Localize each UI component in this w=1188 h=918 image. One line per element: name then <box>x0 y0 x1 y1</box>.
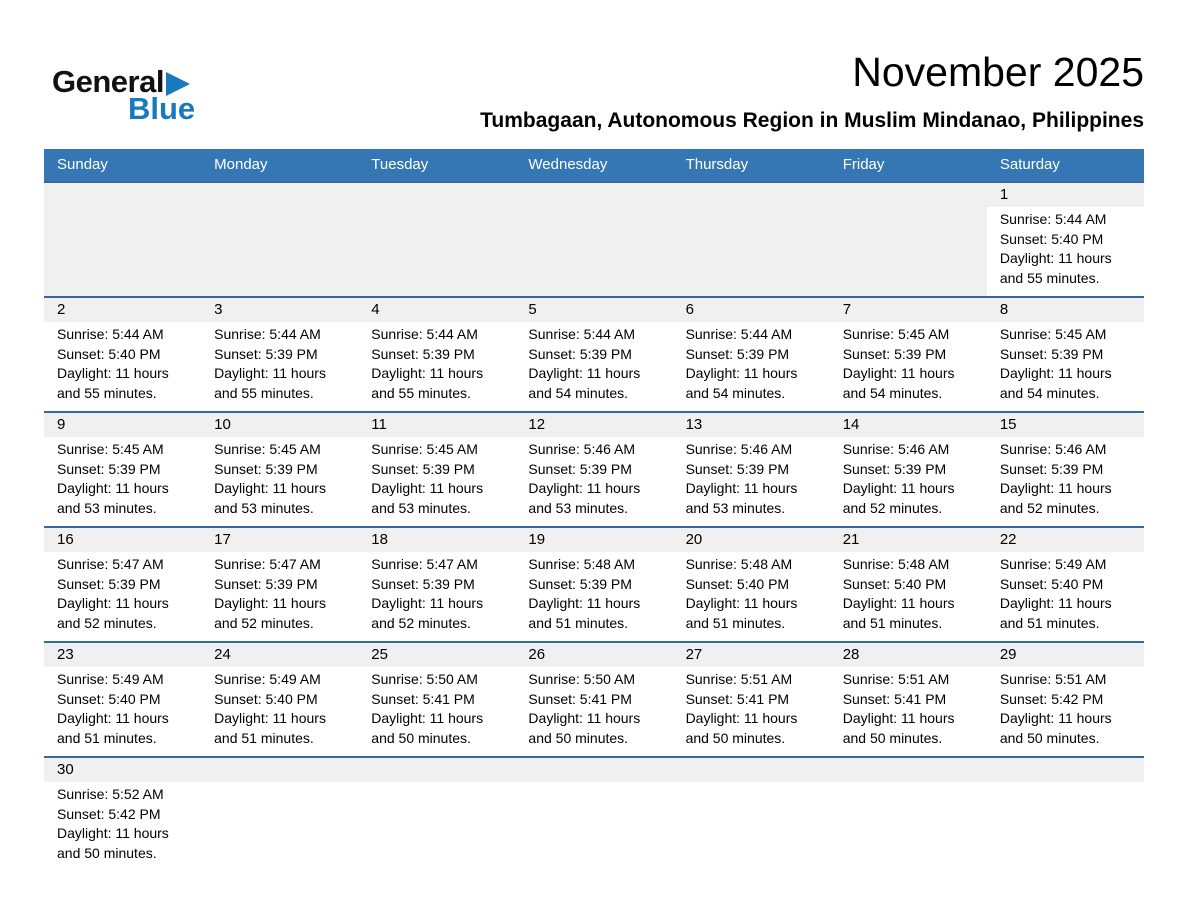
day-number <box>44 183 201 207</box>
day-number: 22 <box>987 528 1144 552</box>
day-number: 3 <box>201 298 358 322</box>
weekday-header-thursday: Thursday <box>685 156 749 174</box>
day-number: 23 <box>44 643 201 667</box>
day-info <box>201 667 358 756</box>
day-info-line: Sunrise: 5:50 AM <box>371 671 478 688</box>
logo-text-general: General <box>52 64 164 99</box>
day-info <box>673 667 830 756</box>
empty-day-cell <box>673 183 830 296</box>
day-info <box>358 437 515 526</box>
week-row <box>44 296 1144 411</box>
day-info-line: Daylight: 11 hours <box>842 365 955 382</box>
day-info <box>987 552 1144 641</box>
day-cell <box>44 298 201 411</box>
day-info-line: Sunrise: 5:46 AM <box>528 441 636 458</box>
empty-day-cell <box>201 758 358 876</box>
day-info-line: Sunrise: 5:50 AM <box>528 671 636 688</box>
day-cell <box>987 413 1144 526</box>
day-info <box>358 782 515 793</box>
day-cell <box>673 643 830 756</box>
day-info-line: and 54 minutes. <box>842 384 943 401</box>
weekday-header-monday: Monday <box>214 156 268 174</box>
day-info-line: Sunset: 5:39 PM <box>57 460 161 477</box>
day-info-line: and 50 minutes. <box>685 729 786 746</box>
day-info-line: Sunrise: 5:47 AM <box>371 556 478 573</box>
day-info-line: Sunset: 5:40 PM <box>999 575 1104 592</box>
day-info-line: Daylight: 11 hours <box>685 365 798 382</box>
day-number: 19 <box>515 528 672 552</box>
day-info <box>44 552 201 641</box>
day-info <box>358 552 515 641</box>
day-info-line: Daylight: 11 hours <box>685 480 798 497</box>
title-block <box>282 50 1144 133</box>
day-info-line: Sunset: 5:39 PM <box>57 575 161 592</box>
day-info <box>987 207 1144 296</box>
day-info-line: Sunset: 5:41 PM <box>685 690 790 707</box>
day-info-line: Sunset: 5:40 PM <box>214 690 318 707</box>
day-info <box>515 322 672 411</box>
day-info-line: Daylight: 11 hours <box>371 595 484 612</box>
calendar <box>44 149 1144 876</box>
day-info-line: and 55 minutes. <box>371 384 471 401</box>
day-number: 17 <box>201 528 358 552</box>
week-row <box>44 756 1144 876</box>
day-info-line: Daylight: 11 hours <box>214 480 326 497</box>
day-number <box>358 183 515 207</box>
day-number: 2 <box>44 298 201 322</box>
day-info-line: Daylight: 11 hours <box>57 710 169 727</box>
day-info <box>673 782 830 793</box>
day-number: 28 <box>830 643 987 667</box>
day-info <box>673 322 830 411</box>
day-cell <box>44 528 201 641</box>
day-number <box>830 758 987 782</box>
day-info-line: and 53 minutes. <box>214 499 314 516</box>
day-info-line: Sunrise: 5:44 AM <box>57 326 164 343</box>
day-info <box>44 322 201 411</box>
day-number: 21 <box>830 528 987 552</box>
day-info-line: and 50 minutes. <box>57 844 157 861</box>
day-info-line: Daylight: 11 hours <box>371 365 484 382</box>
day-info-line: Daylight: 11 hours <box>57 480 169 497</box>
day-info <box>830 667 987 756</box>
day-cell <box>515 528 672 641</box>
day-info-line: and 51 minutes. <box>685 614 786 631</box>
week-row <box>44 526 1144 641</box>
day-info <box>201 552 358 641</box>
day-info-line: Sunset: 5:39 PM <box>214 460 318 477</box>
day-info-line: Daylight: 11 hours <box>999 480 1112 497</box>
day-number <box>201 183 358 207</box>
day-cell <box>830 643 987 756</box>
day-info-line: Sunrise: 5:45 AM <box>57 441 164 458</box>
week-row <box>44 411 1144 526</box>
day-info-line: Sunrise: 5:51 AM <box>685 671 793 688</box>
empty-day-cell <box>201 183 358 296</box>
day-cell <box>358 643 515 756</box>
page-header <box>0 0 1188 133</box>
day-info-line: Sunrise: 5:44 AM <box>685 326 793 343</box>
day-cell <box>201 528 358 641</box>
day-info-line: Sunset: 5:39 PM <box>842 460 947 477</box>
day-info-line: Sunset: 5:42 PM <box>57 805 161 822</box>
day-info-line: Sunset: 5:39 PM <box>528 575 632 592</box>
day-info-line: and 50 minutes. <box>528 729 629 746</box>
day-info <box>987 322 1144 411</box>
general-blue-logo <box>52 50 282 124</box>
weekday-header-saturday: Saturday <box>999 156 1060 174</box>
day-cell <box>358 298 515 411</box>
week-row <box>44 181 1144 296</box>
empty-day-cell <box>830 758 987 876</box>
day-info-line: Daylight: 11 hours <box>999 250 1112 267</box>
day-number: 25 <box>358 643 515 667</box>
day-info-line: and 53 minutes. <box>528 499 629 516</box>
day-info-line: and 51 minutes. <box>842 614 943 631</box>
page-subtitle: Tumbagaan, Autonomous Region in Muslim Mindanao, Philippines <box>480 109 1144 133</box>
day-info-line: and 52 minutes. <box>842 499 943 516</box>
day-number: 18 <box>358 528 515 552</box>
day-number <box>673 183 830 207</box>
day-info-line: Sunrise: 5:48 AM <box>685 556 793 573</box>
day-info-line: and 55 minutes. <box>999 269 1100 286</box>
day-info <box>987 437 1144 526</box>
day-cell <box>673 298 830 411</box>
day-info <box>830 437 987 526</box>
day-info-line: Sunrise: 5:51 AM <box>999 671 1107 688</box>
day-info-line: Daylight: 11 hours <box>685 710 798 727</box>
day-info-line: Daylight: 11 hours <box>371 480 484 497</box>
day-info-line: Sunrise: 5:44 AM <box>214 326 321 343</box>
day-info-line: and 50 minutes. <box>371 729 471 746</box>
day-number: 5 <box>515 298 672 322</box>
day-info-line: and 55 minutes. <box>57 384 157 401</box>
empty-day-cell <box>515 758 672 876</box>
day-info-line: Sunrise: 5:44 AM <box>371 326 478 343</box>
day-number: 10 <box>201 413 358 437</box>
day-info <box>515 437 672 526</box>
day-info-line: Sunrise: 5:49 AM <box>999 556 1107 573</box>
day-info-line: Sunset: 5:39 PM <box>371 460 475 477</box>
day-info-line: and 55 minutes. <box>214 384 314 401</box>
day-info <box>201 322 358 411</box>
day-number: 6 <box>673 298 830 322</box>
day-info <box>830 207 987 218</box>
day-info-line: Sunrise: 5:45 AM <box>371 441 478 458</box>
day-info-line: Sunset: 5:41 PM <box>842 690 947 707</box>
day-number <box>201 758 358 782</box>
day-info-line: Daylight: 11 hours <box>842 710 955 727</box>
day-info <box>673 437 830 526</box>
day-cell <box>987 183 1144 296</box>
day-info-line: Sunset: 5:41 PM <box>371 690 475 707</box>
day-info <box>673 207 830 218</box>
day-info-line: Sunrise: 5:44 AM <box>528 326 636 343</box>
empty-day-cell <box>987 758 1144 876</box>
empty-day-cell <box>515 183 672 296</box>
day-info-line: Sunrise: 5:47 AM <box>214 556 321 573</box>
day-number: 20 <box>673 528 830 552</box>
day-cell <box>358 528 515 641</box>
day-cell <box>44 643 201 756</box>
day-info-line: Sunset: 5:39 PM <box>214 575 318 592</box>
day-info-line: and 54 minutes. <box>999 384 1100 401</box>
day-info-line: Sunset: 5:39 PM <box>371 575 475 592</box>
day-info-line: and 50 minutes. <box>842 729 943 746</box>
day-cell <box>673 413 830 526</box>
day-info-line: and 53 minutes. <box>685 499 786 516</box>
day-number: 12 <box>515 413 672 437</box>
day-info-line: Sunset: 5:39 PM <box>999 345 1104 362</box>
day-number <box>830 183 987 207</box>
day-info-line: and 51 minutes. <box>999 614 1100 631</box>
day-cell <box>987 643 1144 756</box>
day-info-line: Sunrise: 5:51 AM <box>842 671 950 688</box>
day-cell <box>515 298 672 411</box>
day-info-line: Sunrise: 5:46 AM <box>842 441 950 458</box>
day-info <box>987 667 1144 756</box>
day-info-line: Daylight: 11 hours <box>214 710 326 727</box>
day-info-line: Daylight: 11 hours <box>685 595 798 612</box>
empty-day-cell <box>830 183 987 296</box>
day-info <box>515 552 672 641</box>
day-info <box>201 437 358 526</box>
day-info <box>830 322 987 411</box>
day-info-line: Sunset: 5:39 PM <box>999 460 1104 477</box>
day-cell <box>44 758 201 876</box>
day-cell <box>201 413 358 526</box>
day-number: 9 <box>44 413 201 437</box>
day-info-line: Sunset: 5:39 PM <box>685 345 790 362</box>
empty-day-cell <box>673 758 830 876</box>
day-info-line: Sunset: 5:40 PM <box>842 575 947 592</box>
day-info-line: Sunset: 5:42 PM <box>999 690 1104 707</box>
day-cell <box>830 528 987 641</box>
weekday-header-wednesday: Wednesday <box>528 156 608 174</box>
day-info <box>673 552 830 641</box>
day-info-line: and 54 minutes. <box>685 384 786 401</box>
day-cell <box>358 413 515 526</box>
weekday-header-friday: Friday <box>842 156 885 174</box>
day-number <box>673 758 830 782</box>
day-info-line: Sunset: 5:41 PM <box>528 690 632 707</box>
day-info-line: Daylight: 11 hours <box>999 595 1112 612</box>
day-cell <box>987 528 1144 641</box>
day-info-line: and 53 minutes. <box>57 499 157 516</box>
day-number <box>515 758 672 782</box>
weekday-header-tuesday: Tuesday <box>371 156 429 174</box>
day-number: 29 <box>987 643 1144 667</box>
day-info-line: and 54 minutes. <box>528 384 629 401</box>
day-number: 13 <box>673 413 830 437</box>
day-number: 30 <box>44 758 201 782</box>
day-info-line: Sunset: 5:39 PM <box>528 460 632 477</box>
day-info-line: Daylight: 11 hours <box>214 595 326 612</box>
weekday-header-row <box>44 149 1144 181</box>
day-info <box>515 207 672 218</box>
day-info-line: Sunset: 5:39 PM <box>371 345 475 362</box>
day-cell <box>515 643 672 756</box>
day-number: 1 <box>987 183 1144 207</box>
day-number <box>987 758 1144 782</box>
day-info-line: Sunset: 5:40 PM <box>57 345 161 362</box>
day-info-line: Sunrise: 5:45 AM <box>842 326 950 343</box>
empty-day-cell <box>44 183 201 296</box>
day-info-line: Sunrise: 5:49 AM <box>57 671 164 688</box>
day-cell <box>987 298 1144 411</box>
day-info-line: Sunset: 5:40 PM <box>999 230 1104 247</box>
day-number: 8 <box>987 298 1144 322</box>
day-info <box>44 782 201 871</box>
empty-day-cell <box>358 183 515 296</box>
logo-text-blue: Blue <box>128 91 196 126</box>
day-number: 11 <box>358 413 515 437</box>
day-info-line: and 51 minutes. <box>57 729 157 746</box>
day-info-line: Daylight: 11 hours <box>57 595 169 612</box>
day-info <box>515 782 672 793</box>
day-cell <box>830 413 987 526</box>
day-info-line: Sunset: 5:40 PM <box>57 690 161 707</box>
day-cell <box>673 528 830 641</box>
day-info-line: Sunset: 5:39 PM <box>842 345 947 362</box>
day-info <box>44 667 201 756</box>
day-info-line: Sunrise: 5:48 AM <box>528 556 636 573</box>
day-number: 26 <box>515 643 672 667</box>
day-info <box>201 207 358 218</box>
day-info-line: and 52 minutes. <box>371 614 471 631</box>
day-number: 4 <box>358 298 515 322</box>
empty-day-cell <box>358 758 515 876</box>
day-number: 24 <box>201 643 358 667</box>
day-number: 14 <box>830 413 987 437</box>
day-info-line: and 52 minutes. <box>57 614 157 631</box>
day-number: 27 <box>673 643 830 667</box>
day-info-line: Sunset: 5:39 PM <box>528 345 632 362</box>
day-info-line: Sunset: 5:39 PM <box>685 460 790 477</box>
page-title: November 2025 <box>852 49 1144 95</box>
day-info-line: Sunrise: 5:48 AM <box>842 556 950 573</box>
day-number: 7 <box>830 298 987 322</box>
day-info-line: and 50 minutes. <box>999 729 1100 746</box>
day-info-line: Sunrise: 5:44 AM <box>999 211 1107 228</box>
day-info-line: Daylight: 11 hours <box>528 710 641 727</box>
day-info-line: Sunrise: 5:47 AM <box>57 556 164 573</box>
day-info-line: Sunset: 5:39 PM <box>214 345 318 362</box>
day-cell <box>44 413 201 526</box>
day-info-line: Daylight: 11 hours <box>528 595 641 612</box>
day-info-line: Sunset: 5:40 PM <box>685 575 790 592</box>
day-info-line: and 51 minutes. <box>528 614 629 631</box>
day-info-line: and 52 minutes. <box>214 614 314 631</box>
day-cell <box>515 413 672 526</box>
week-row <box>44 641 1144 756</box>
day-cell <box>201 298 358 411</box>
day-info-line: Daylight: 11 hours <box>842 480 955 497</box>
day-number <box>358 758 515 782</box>
day-info-line: Daylight: 11 hours <box>214 365 326 382</box>
day-info-line: Daylight: 11 hours <box>999 365 1112 382</box>
day-info-line: Sunrise: 5:52 AM <box>57 786 164 803</box>
day-info-line: and 52 minutes. <box>999 499 1100 516</box>
day-info <box>830 782 987 793</box>
day-info <box>830 552 987 641</box>
day-info-line: Daylight: 11 hours <box>999 710 1112 727</box>
day-info-line: and 53 minutes. <box>371 499 471 516</box>
day-info <box>201 782 358 793</box>
day-info-line: and 51 minutes. <box>214 729 314 746</box>
day-info-line: Sunrise: 5:45 AM <box>214 441 321 458</box>
day-info-line: Daylight: 11 hours <box>528 365 641 382</box>
calendar-weeks <box>44 181 1144 876</box>
day-info <box>44 437 201 526</box>
day-info <box>987 782 1144 793</box>
day-cell <box>201 643 358 756</box>
weekday-header-sunday: Sunday <box>57 156 108 174</box>
day-info-line: Daylight: 11 hours <box>57 365 169 382</box>
day-info-line: Daylight: 11 hours <box>842 595 955 612</box>
day-info <box>358 667 515 756</box>
day-info-line: Sunrise: 5:49 AM <box>214 671 321 688</box>
day-info <box>358 322 515 411</box>
day-info <box>515 667 672 756</box>
day-number: 15 <box>987 413 1144 437</box>
day-info-line: Sunrise: 5:46 AM <box>685 441 793 458</box>
day-info <box>358 207 515 218</box>
day-cell <box>830 298 987 411</box>
day-number: 16 <box>44 528 201 552</box>
day-info-line: Sunrise: 5:46 AM <box>999 441 1107 458</box>
day-info-line: Daylight: 11 hours <box>528 480 641 497</box>
day-number <box>515 183 672 207</box>
day-info-line: Daylight: 11 hours <box>371 710 484 727</box>
day-info-line: Sunrise: 5:45 AM <box>999 326 1107 343</box>
day-info <box>44 207 201 218</box>
day-info-line: Daylight: 11 hours <box>57 825 169 842</box>
